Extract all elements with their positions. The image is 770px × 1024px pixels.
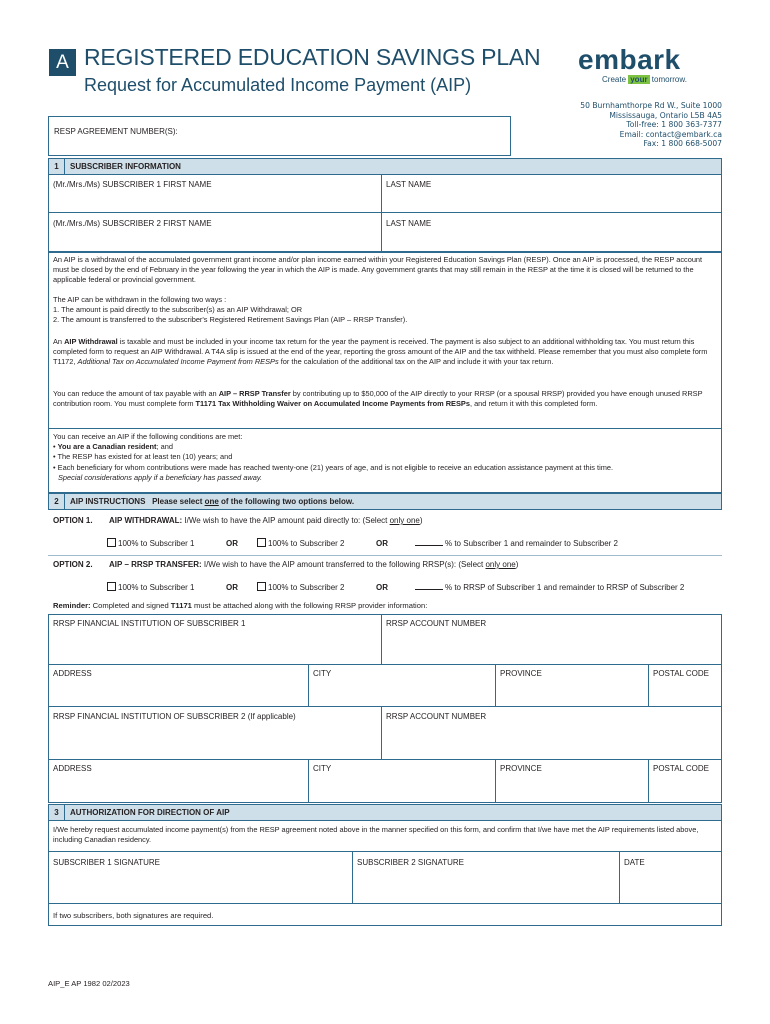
embark-logo <box>578 46 718 84</box>
option-1-choice-subscriber-2[interactable]: 100% to Subscriber 2 <box>257 538 345 548</box>
form-subtitle: Request for Accumulated Income Payment (AIP) <box>84 75 472 95</box>
option-2-choice-subscriber-2[interactable]: 100% to Subscriber 2 <box>257 582 345 592</box>
form-letter-badge: A <box>49 49 76 76</box>
section-3-header: 3 AUTHORIZATION FOR DIRECTION OF AIP <box>48 804 722 821</box>
section-2-header: 2 AIP INSTRUCTIONS Please select one of the following two options below. <box>48 493 722 510</box>
agreement-number-label: RESP AGREEMENT NUMBER(S): <box>54 127 178 136</box>
option-2-row: OPTION 2. AIP – RRSP TRANSFER: I/We wish to have the AIP amount transferred to the following RRSP(s): (Select only one) <box>53 560 519 569</box>
aip-info-paragraph-3: An AIP Withdrawal is taxable and must be included in your income tax return for the year the payment is received. The payment is also subject to an additional withholding tax. You must return this completed form to request an AIP Withdrawal. A T4A slip is issued at the end of the year, reporting the gross amount of the AIP and the tax withheld. Please remember that you must also complete form T1172, Additional Tax on Accumulated Income Payment from RESPs for the calculation of the additional tax on the AIP and include it with your tax return. <box>53 337 708 367</box>
or-label: OR <box>376 583 388 592</box>
option-2-choice-subscriber-1[interactable]: 100% to Subscriber 1 <box>107 582 195 592</box>
aip-info-paragraph-1: An AIP is a withdrawal of the accumulated government grant income and/or plan income earned within your Registered Education Savings Plan (RESP). Once an AIP is processed, the RESP account must be closed by the end of February in the year following the year in which the AIP is made. Any government grants that may still remain in the RESP at the time it is closed will be returned to the applicable federal or provincial government. <box>53 255 703 285</box>
rrsp-1-account-field[interactable]: RRSP ACCOUNT NUMBER <box>386 619 487 628</box>
subscriber-2-signature-field[interactable]: SUBSCRIBER 2 SIGNATURE <box>357 858 464 867</box>
checkbox[interactable] <box>107 582 116 591</box>
logo-tagline: Create your tomorrow. <box>602 75 687 84</box>
checkbox[interactable] <box>257 582 266 591</box>
rrsp-2-province-field[interactable]: PROVINCE <box>500 764 542 773</box>
rrsp-1-institution-field[interactable]: RRSP FINANCIAL INSTITUTION OF SUBSCRIBER 1 <box>53 619 246 628</box>
rrsp-1-city-field[interactable]: CITY <box>313 669 332 678</box>
authorization-text: I/We hereby request accumulated income payment(s) from the RESP agreement noted above in the manner specified on this form, and confirm that I/we have met the AIP requirements listed above, including Canadian residency. <box>53 825 699 845</box>
logo-wordmark: embark <box>578 44 681 75</box>
rrsp-2-account-field[interactable]: RRSP ACCOUNT NUMBER <box>386 712 487 721</box>
subscriber-2-first-name-field[interactable]: (Mr./Mrs./Ms) SUBSCRIBER 2 FIRST NAME <box>53 219 212 228</box>
percentage-blank[interactable] <box>415 583 443 590</box>
option-1-percentage-split[interactable]: % to Subscriber 1 and remainder to Subscriber 2 <box>415 539 618 548</box>
form-code: AIP_E AP 1982 02/2023 <box>48 979 130 988</box>
aip-conditions: You can receive an AIP if the following conditions are met: • You are a Canadian resident; and • The RESP has existed for at least ten (10) years; and • Each beneficiary for whom contributions were made has reached twenty-one (21) years of age, and is not eligible to receive an education assistance payment at this time. Special considerations apply if a beneficiary has passed away. <box>53 432 614 482</box>
rrsp-1-address-field[interactable]: ADDRESS <box>53 669 92 678</box>
rrsp-2-postal-code-field[interactable]: POSTAL CODE <box>653 764 710 773</box>
company-address: 50 Burnhamthorpe Rd W., Suite 1000 Mississauga, Ontario L5B 4A5 Toll-free: 1 800 363-7377 Email: contact@embark.ca Fax: 1 800 668-5007 <box>580 101 722 148</box>
date-field[interactable]: DATE <box>624 858 645 867</box>
option-1-choice-subscriber-1[interactable]: 100% to Subscriber 1 <box>107 538 195 548</box>
checkbox[interactable] <box>107 538 116 547</box>
agreement-number-field[interactable] <box>48 116 511 156</box>
subscriber-1-signature-field[interactable]: SUBSCRIBER 1 SIGNATURE <box>53 858 160 867</box>
rrsp-2-city-field[interactable]: CITY <box>313 764 332 773</box>
rrsp-2-address-field[interactable]: ADDRESS <box>53 764 92 773</box>
checkbox[interactable] <box>257 538 266 547</box>
subscriber-1-first-name-field[interactable]: (Mr./Mrs./Ms) SUBSCRIBER 1 FIRST NAME <box>53 180 212 189</box>
or-label: OR <box>376 539 388 548</box>
rrsp-1-postal-code-field[interactable]: POSTAL CODE <box>653 669 710 678</box>
subscriber-2-last-name-field[interactable]: LAST NAME <box>386 219 432 228</box>
subscriber-1-last-name-field[interactable]: LAST NAME <box>386 180 432 189</box>
form-title: REGISTERED EDUCATION SAVINGS PLAN <box>84 44 541 70</box>
or-label: OR <box>226 539 238 548</box>
section-1-header: 1 SUBSCRIBER INFORMATION <box>48 158 722 175</box>
signature-note: If two subscribers, both signatures are required. <box>53 911 214 920</box>
rrsp-provider-grid <box>48 614 722 803</box>
percentage-blank[interactable] <box>415 539 443 546</box>
aip-info-paragraph-2: The AIP can be withdrawn in the following two ways : 1. The amount is paid directly to the subscriber(s) as an AIP Withdrawal; OR 2. The amount is transferred to the subscriber's Registered Retirement Savings Plan (AIP – RRSP Transfer). <box>53 295 408 325</box>
t1171-reminder: Reminder: Completed and signed T1171 must be attached along with the following RRSP provider information: <box>53 601 428 610</box>
option-2-percentage-split[interactable]: % to RRSP of Subscriber 1 and remainder to RRSP of Subscriber 2 <box>415 583 684 592</box>
or-label: OR <box>226 583 238 592</box>
aip-info-paragraph-4: You can reduce the amount of tax payable with an AIP – RRSP Transfer by contributing up to $50,000 of the AIP directly to your RRSP (or a spousal RRSP) provided you have enough unused RRSP contribution room. You must complete form T1171 Tax Withholding Waiver on Accumulated Income Payments from RESPs, and return it with this completed form. <box>53 389 703 409</box>
option-1-row: OPTION 1. AIP WITHDRAWAL: I/We wish to have the AIP amount paid directly to: (Select only one) <box>53 516 423 525</box>
rrsp-1-province-field[interactable]: PROVINCE <box>500 669 542 678</box>
rrsp-2-institution-field[interactable]: RRSP FINANCIAL INSTITUTION OF SUBSCRIBER 2 (If applicable) <box>53 712 296 721</box>
